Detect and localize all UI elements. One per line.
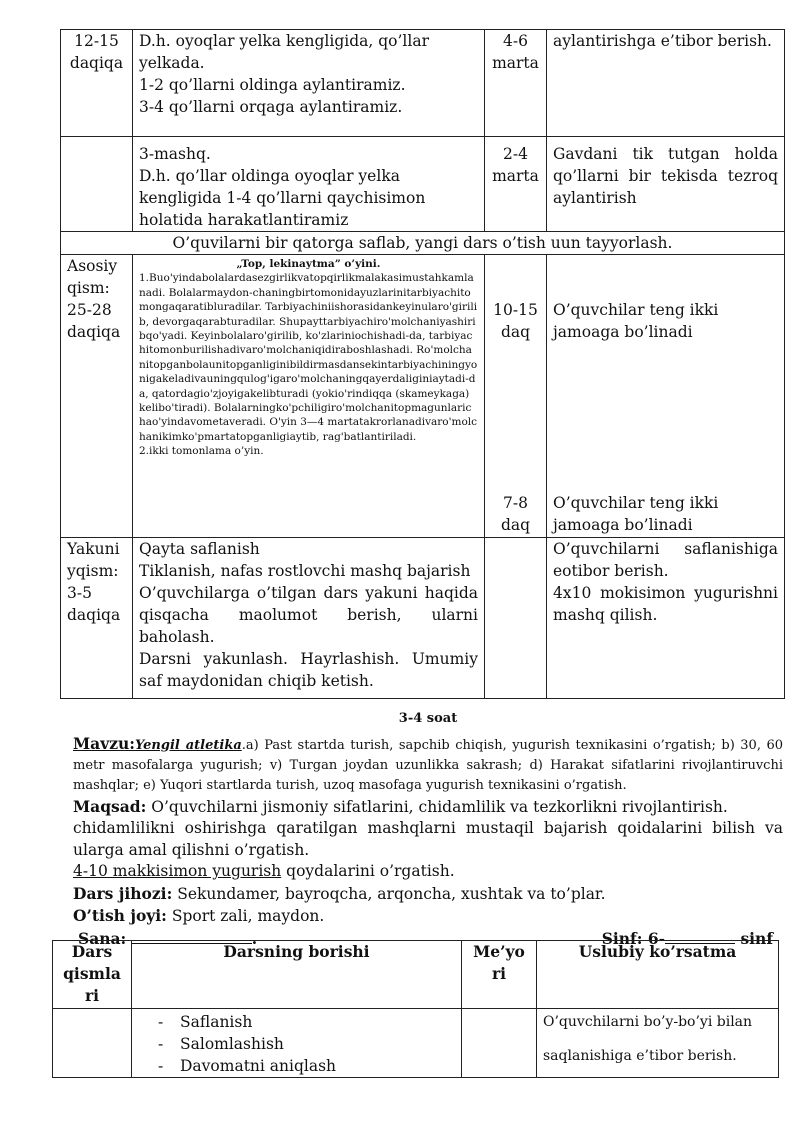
part-label: yqism: — [67, 562, 119, 580]
content-line: 1-2 qo’llarni oldinga aylantiramiz. — [139, 76, 406, 94]
table-row — [53, 1009, 779, 1078]
note-text: Gavdani tik tutgan holda qo’llarni bir tekisda tezroq aylantirish — [553, 145, 778, 207]
note-cell — [547, 137, 785, 232]
location-text: Sport zali, maydon. — [166, 907, 325, 925]
topic-paragraph — [73, 734, 783, 796]
part-cell — [53, 1009, 132, 1078]
table-row — [61, 30, 785, 137]
norm-cell — [485, 137, 547, 232]
header-method-guidance — [537, 941, 779, 1009]
table-row — [61, 538, 785, 699]
activity-list — [132, 1009, 462, 1078]
class-label: Sinf: 6- — [601, 928, 666, 948]
norm-value: 10-15 — [493, 301, 538, 319]
equipment-label: Dars jihozi: — [73, 883, 173, 903]
part-label: qism: — [67, 279, 110, 297]
instruction-text: O’quvilarni bir qatorga saflab, yangi dars o’tish uun tayyorlash. — [172, 234, 673, 252]
part-label: daqiqa — [67, 606, 121, 624]
topic-name: Yengil atletika — [135, 737, 242, 753]
table-row — [61, 232, 785, 255]
header-text: Uslubiy ko’rsatma — [578, 942, 737, 961]
content-line: D.h. qo’llar oldinga oyoqlar yelka — [139, 167, 400, 185]
drill-name: 4-10 makkisimon yugurish — [73, 862, 282, 880]
part-label: Asosiy — [67, 257, 118, 275]
norm-value: 7-8 — [503, 494, 528, 512]
lesson-plan-header — [73, 708, 783, 950]
note-text: saqlanishiga e’tibor berish. — [543, 1048, 737, 1064]
content-line: Qayta saflanish — [139, 540, 260, 558]
content-cell — [133, 137, 485, 232]
header-text: Darsning borishi — [223, 942, 370, 961]
part-cell — [61, 538, 133, 699]
header-text: Dars — [71, 942, 113, 961]
equipment-line — [73, 883, 783, 906]
drill-text: qoydalarini o’rgatish. — [281, 862, 455, 880]
norm-unit: marta — [492, 167, 539, 185]
game-text: 1.Buo'yindabolalardasezgirlikvatopqirlikmalakasimustahkamlanadi. Bolalarmaydon-chaningbirtomonidayuzlarinitarbiyachitomongaqaratibluradilar. Tarbiyachiniishorasidankeyinularo'girilib, devorgaqarabturadilar. Shupayttarbiyachiro'molchaniyashiribqo'yadi. Keyinbolalaro'girilib, ko'zlariniochishadi-da, tarbiyachitomonburilishadivaro'molchaniqidiraboshlashadi. Ro'molchanitopganbolaunitopganliginibildirmasdansekintarbiyachiningyonigakeladivauningqulog'igaro'molchaningqayerdaliginiaytadi-da, qatordagio'zjoyigakelibturadi (yokio'rindiqqa (skameykaga) kelibo'tiradi). Bolalarningko'pchiligiro'molchanitopmagunlarichao'yindavometaveradi. O'yin 3—4 martatakrorlanadivaro'molchanikimko'pmartatopganligiaytib, rag'batlantiriladi. — [139, 272, 478, 443]
topic-text: .a) Past startda turish, sapchib chiqish, yugurish texnikasini o’rgatish; b) 30, 60 metr masofalarga yugurish; v) Turgan joydan uzunlikka sakrash; d) Harakat sifatlarini rivojlantiruvchi mashqlar; e) Yuqori startlarda turish, uzoq masofaga yugurish texnikasini o’rgatish. — [73, 737, 783, 793]
lesson-table-top — [60, 29, 785, 699]
goal-line — [73, 796, 783, 819]
location-label: O’tish joyi: — [73, 906, 167, 925]
part-cell — [61, 137, 133, 232]
header-text: Me’yo — [473, 942, 525, 961]
norm-group — [485, 492, 546, 536]
norm-value: 4-6 — [503, 32, 528, 50]
part-cell — [61, 255, 133, 538]
note-text: O’quvchilar teng ikki jamoaga bo’linadi — [553, 301, 719, 341]
goal-continuation: chidamlilikni oshirishga qaratilgan mashqlarni mustaqil bajarish qoidalarini bilish va ularga amal qilishni o’rgatish. — [73, 819, 783, 859]
content-cell — [133, 538, 485, 699]
table-row — [61, 137, 785, 232]
norm-unit: daq — [500, 323, 531, 341]
part-label: 25-28 — [67, 301, 112, 319]
part-label: 3-5 — [67, 584, 92, 602]
list-item: - Salomlashish — [156, 1033, 455, 1055]
content-line: 3-mashq. — [139, 145, 211, 163]
content-line: 3-4 qo’llarni orqaga aylantiramiz. — [139, 98, 403, 116]
date-label: Sana: — [78, 928, 127, 948]
goal-text: O’quvchilarni jismoniy sifatlarini, chidamlilik va tezkorlikni rivojlantirish. — [146, 797, 728, 816]
drill-line — [73, 861, 783, 883]
header-lesson-course — [132, 941, 462, 1009]
table-row — [61, 255, 785, 538]
header-text: ri — [491, 964, 507, 983]
note-text: 4x10 mokisimon yugurishni mashq qilish. — [553, 584, 778, 624]
note-cell — [547, 255, 785, 538]
content-line: Darsni yakunlash. Hayrlashish. Umumiy saf maydonidan chiqib ketish. — [139, 650, 478, 690]
norm-cell — [485, 30, 547, 137]
content-line: kengligida 1-4 qo’llarni qaychisimon — [139, 189, 426, 207]
note-text: aylantirishga e’tibor berish. — [553, 32, 772, 50]
goal-label: Maqsad: — [73, 796, 147, 816]
game-description-cell — [133, 255, 485, 538]
content-line: yelkada. — [139, 54, 205, 72]
part-label: 12-15 — [74, 32, 119, 50]
list-item: - Saflanish — [156, 1011, 455, 1033]
norm-cell — [462, 1009, 537, 1078]
note-text: O’quvchilarni saflanishiga eotibor berish. — [553, 540, 778, 580]
date-dot: . — [251, 928, 258, 948]
class-suffix: sinf — [735, 928, 773, 948]
topic-label: Mavzu: — [73, 733, 135, 753]
part-label: daqiqa — [67, 323, 121, 341]
note-text: O’quvchilarni bo’y-bo’yi bilan — [543, 1014, 753, 1030]
part-label: daqiqa — [69, 54, 124, 72]
game-title: „Top, lekinaytma” o’yini. — [236, 258, 381, 270]
norm-unit: marta — [492, 54, 539, 72]
norm-value: 2-4 — [503, 145, 528, 163]
part-cell — [61, 30, 133, 137]
note-cell — [547, 538, 785, 699]
location-line — [73, 905, 783, 928]
header-text: qismla — [63, 964, 121, 983]
table-header-row — [53, 941, 779, 1009]
header-text: ri — [84, 986, 100, 1005]
content-line: holatida harakatlantiramiz — [139, 211, 349, 229]
content-line: O’quvchilarga o’tilgan dars yakuni haqida qisqacha maolumot berish, ularni baholash. — [139, 584, 478, 646]
norm-cell — [485, 538, 547, 699]
note-cell — [537, 1009, 779, 1078]
note-cell — [547, 30, 785, 137]
header-lesson-parts — [53, 941, 132, 1009]
norm-cell — [485, 255, 547, 538]
part-label: Yakuni — [67, 540, 120, 558]
lesson-table-bottom — [52, 940, 779, 1078]
equipment-text: Sekundamer, bayroqcha, arqoncha, xushtak va to’plar. — [172, 884, 606, 903]
norm-group — [485, 299, 546, 343]
list-item: - Davomatni aniqlash — [156, 1055, 455, 1077]
norm-unit: daq — [500, 516, 531, 534]
game-item: 2.ikki tomonlama o’yin. — [139, 445, 264, 458]
hours-title: 3-4 soat — [398, 711, 458, 726]
full-width-instruction — [61, 232, 785, 255]
content-line: Tiklanish, nafas rostlovchi mashq bajarish — [139, 562, 471, 580]
header-norm — [462, 941, 537, 1009]
content-line: D.h. oyoqlar yelka kengligida, qo’llar — [139, 32, 429, 50]
note-text: O’quvchilar teng ikki jamoaga bo’linadi — [553, 494, 719, 534]
content-cell — [133, 30, 485, 137]
